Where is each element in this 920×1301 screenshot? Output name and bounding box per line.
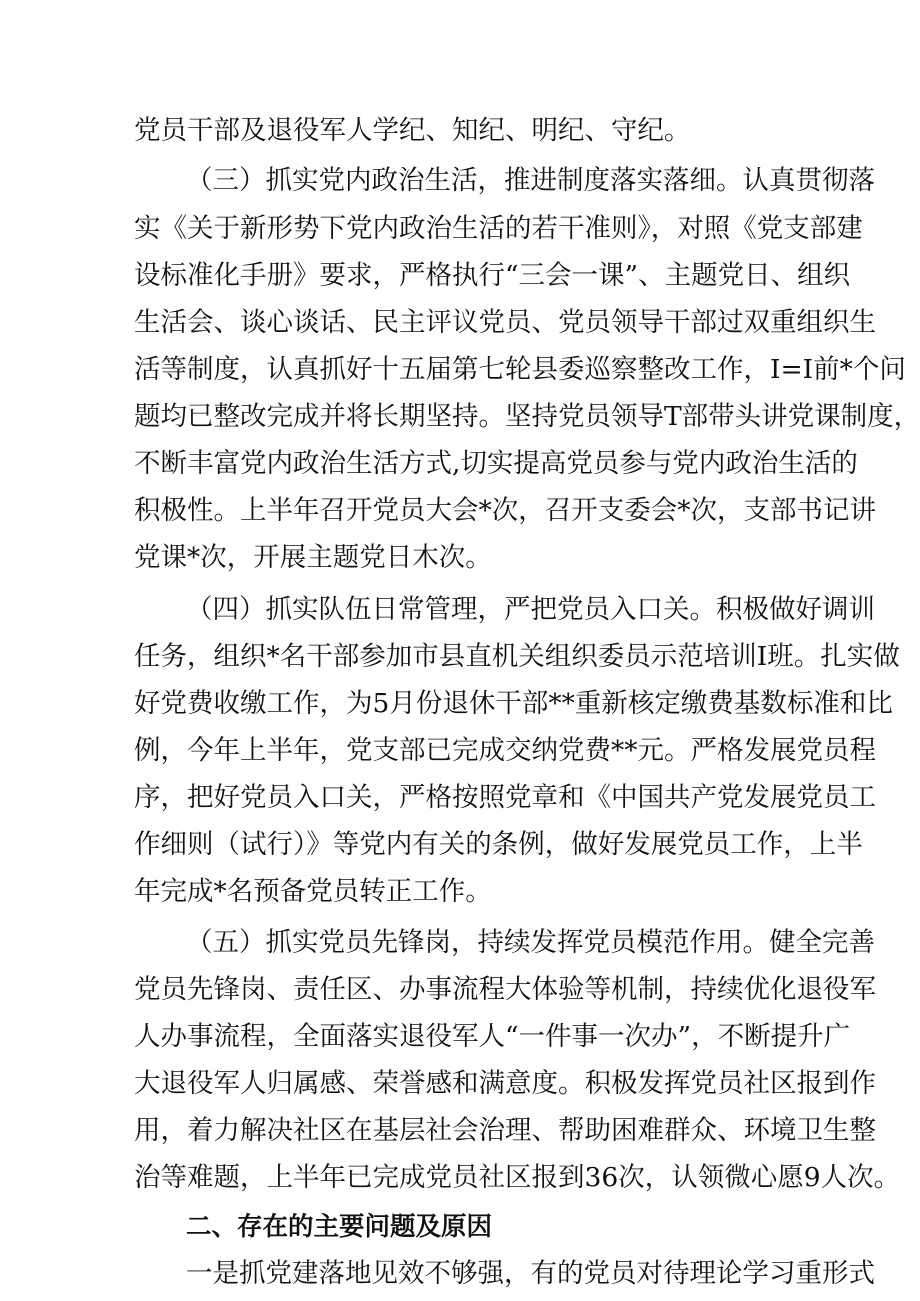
- text-line: 大退役军人归属感、荣誉感和满意度。积极发挥党员社区报到作: [134, 1068, 876, 1099]
- text-line: 人办事流程，全面落实退役军人“一件事一次办”，不断提升广: [134, 1021, 851, 1052]
- text-line: 活等制度，认真抓好十五届第七轮县委巡察整改工作，I=I前*个问: [134, 354, 906, 385]
- text-line: 题均已整改完成并将长期坚持。坚持党员领导T部带头讲党课制度，: [134, 401, 920, 432]
- text-line: 治等难题，上半年已完成党员社区报到36次，认领微心愿9人次。: [134, 1162, 901, 1193]
- text-line: 实《关于新形势下党内政治生活的若干准则》，对照《党支部建: [134, 213, 863, 244]
- text-line: 例，今年上半年，党支部已完成交纳党费**元。严格发展党员程: [134, 735, 876, 766]
- text-line: 党员干部及退役军人学纪、知纪、明纪、守纪。: [134, 115, 691, 146]
- text-line: 序，把好党员入口关，严格按照党章和《中国共产党发展党员工: [134, 782, 876, 813]
- text-line: 生活会、谈心谈话、民主评议党员、党员领导干部过双重组织生: [134, 307, 876, 338]
- text-line: 作细则（试行）》等党内有关的条例，做好发展党员工作，上半: [134, 829, 863, 860]
- text-line: 年完成*名预备党员转正工作。: [134, 876, 492, 907]
- text-line: 党课*次，开展主题党日木次。: [134, 542, 492, 573]
- text-line: 积极性。上半年召开党员大会*次，召开支委会*次，支部书记讲: [134, 495, 876, 526]
- text-line: 任务，组织*名干部参加市县直机关组织委员示范培训I班。扎实做: [134, 641, 900, 672]
- text-line: 好党费收缴工作，为5月份退休干部**重新核定缴费基数标准和比: [134, 688, 893, 719]
- section-heading: 二、存在的主要问题及原因: [186, 1212, 493, 1242]
- text-line: 不断丰富党内政治生活方式,切实提高党员参与党内政治生活的: [134, 448, 858, 479]
- section-five-first-line: （五）抓实党员先锋岗，持续发挥党员模范作用。健全完善: [186, 927, 875, 958]
- text-line: 用，着力解决社区在基层社会治理、帮助困难群众、环境卫生整: [134, 1115, 876, 1146]
- text-line: 设标准化手册》要求，严格执行“三会一课”、主题党日、组织: [134, 260, 851, 291]
- text-line: 一是抓党建落地见效不够强，有的党员对待理论学习重形式: [186, 1258, 875, 1289]
- text-line: 党员先锋岗、责任区、办事流程大体验等机制，持续优化退役军: [134, 974, 876, 1005]
- section-four-first-line: （四）抓实队伍日常管理，严把党员入口关。积极做好调训: [186, 594, 875, 625]
- section-three-first-line: （三）抓实党内政治生活，推进制度落实落细。认真贯彻落: [186, 165, 875, 196]
